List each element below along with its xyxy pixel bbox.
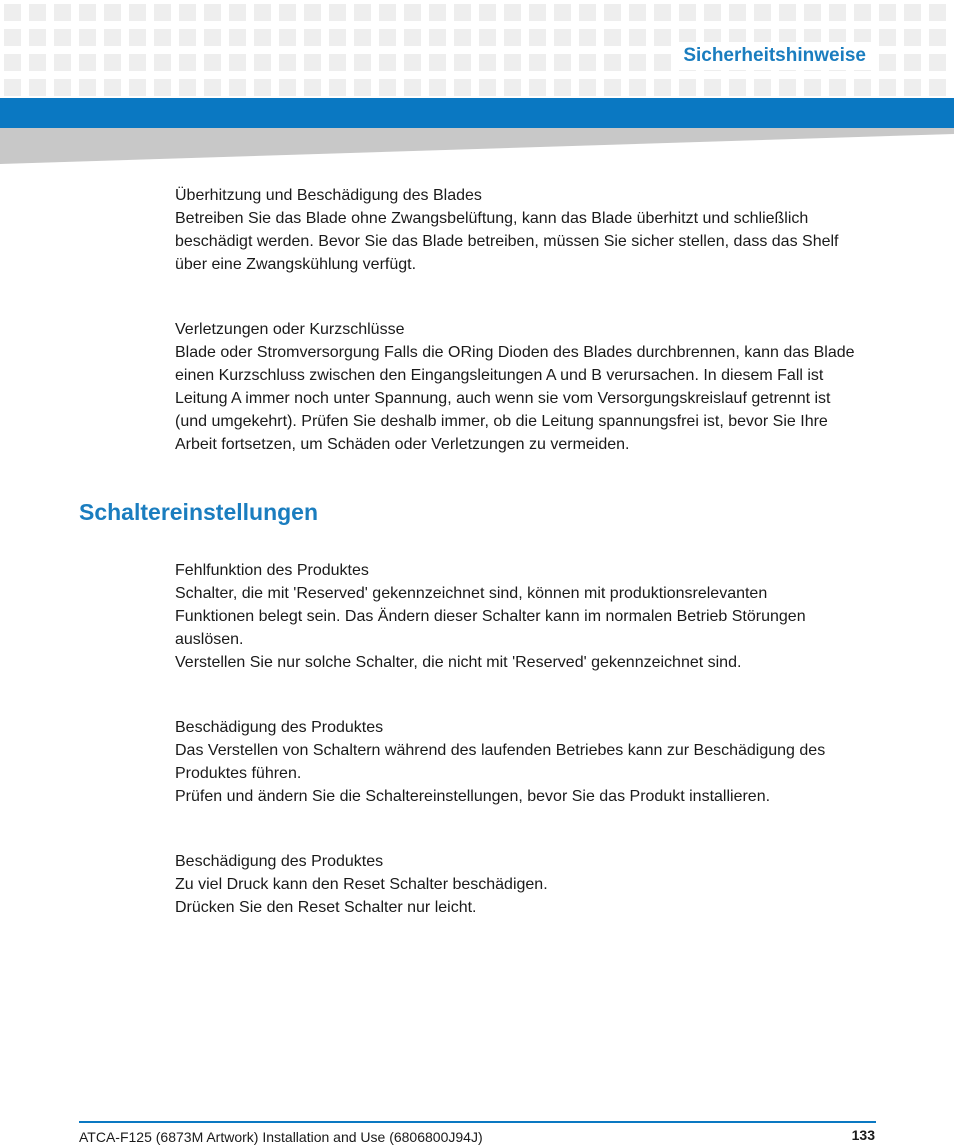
header-tile xyxy=(679,4,696,21)
header-tile xyxy=(554,4,571,21)
warning-title: Überhitzung und Beschädigung des Blades xyxy=(175,187,482,204)
header-tile xyxy=(579,54,596,71)
header-tile xyxy=(604,29,621,46)
header-tile xyxy=(329,79,346,96)
warning-line: Produktes führen. xyxy=(175,765,302,782)
bottom-content xyxy=(175,559,875,919)
header-tile xyxy=(279,4,296,21)
header-tile xyxy=(304,79,321,96)
header-tile xyxy=(929,54,946,71)
header-tile xyxy=(4,79,21,96)
header-tile xyxy=(154,4,171,21)
header-tile xyxy=(404,79,421,96)
header-tile xyxy=(654,79,671,96)
header-tile xyxy=(129,4,146,21)
warning-line: Prüfen und ändern Sie die Schaltereinstellungen, bevor Sie das Produkt installieren. xyxy=(175,788,771,805)
header-tile xyxy=(579,4,596,21)
header-tile xyxy=(404,54,421,71)
header-tile xyxy=(454,4,471,21)
warning-block xyxy=(175,184,875,276)
header-tile xyxy=(229,54,246,71)
header-tile xyxy=(579,79,596,96)
warning-line: Schalter, die mit 'Reserved' gekennzeichnet sind, können mit produktionsrelevanten xyxy=(175,585,768,602)
header-tile xyxy=(879,4,896,21)
warning-line: Arbeit fortsetzen, um Schäden oder Verletzungen zu vermeiden. xyxy=(175,436,630,453)
warning-block xyxy=(175,318,875,456)
header-tile xyxy=(379,4,396,21)
header-tile xyxy=(179,54,196,71)
header-tile xyxy=(179,79,196,96)
warning-line: Betreiben Sie das Blade ohne Zwangsbelüftung, kann das Blade überhitzt und schließlich xyxy=(175,210,809,227)
header-tile xyxy=(104,4,121,21)
header-tile xyxy=(779,4,796,21)
header-tile xyxy=(304,4,321,21)
header-tile xyxy=(54,4,71,21)
header-tile xyxy=(104,29,121,46)
header-tile xyxy=(29,79,46,96)
header-tile xyxy=(654,4,671,21)
header-tile xyxy=(329,29,346,46)
header-tile xyxy=(154,54,171,71)
header-tile xyxy=(204,79,221,96)
header-tile xyxy=(479,29,496,46)
header-tile xyxy=(854,79,871,96)
header-tile xyxy=(79,4,96,21)
header-tile xyxy=(4,4,21,21)
header-tile xyxy=(829,79,846,96)
header-tile xyxy=(279,54,296,71)
header-tile xyxy=(529,79,546,96)
header-tile xyxy=(104,79,121,96)
header-tile xyxy=(654,29,671,46)
header-tile xyxy=(229,29,246,46)
header-tile xyxy=(554,29,571,46)
header-tile xyxy=(729,79,746,96)
header-tile xyxy=(229,79,246,96)
header-tile xyxy=(904,79,921,96)
header-grey-wedge xyxy=(0,128,954,164)
warning-line: beschädigt werden. Bevor Sie das Blade betreiben, müssen Sie sicher stellen, dass das Shelf xyxy=(175,233,839,250)
header-tile xyxy=(804,79,821,96)
header-tile xyxy=(429,54,446,71)
header-tile xyxy=(879,54,896,71)
header-tile xyxy=(504,79,521,96)
header-tile xyxy=(504,4,521,21)
header-tile xyxy=(354,29,371,46)
header-tile xyxy=(154,79,171,96)
header-tile xyxy=(454,54,471,71)
header-tile xyxy=(904,4,921,21)
header-tile xyxy=(604,54,621,71)
footer-rule xyxy=(79,1121,876,1123)
header-tile xyxy=(154,29,171,46)
warning-block xyxy=(175,559,875,674)
warning-line: Funktionen belegt sein. Das Ändern dieser Schalter kann im normalen Betrieb Störungen xyxy=(175,608,806,625)
header-tile xyxy=(404,4,421,21)
header-tile xyxy=(54,79,71,96)
header-tile xyxy=(629,29,646,46)
header-tile xyxy=(629,54,646,71)
running-section-title: Sicherheitshinweise xyxy=(675,42,874,70)
header-tile xyxy=(929,29,946,46)
header-tile xyxy=(354,79,371,96)
header-tile xyxy=(454,79,471,96)
header-tile xyxy=(304,54,321,71)
header-tile xyxy=(79,79,96,96)
header-tile xyxy=(204,4,221,21)
header-tile xyxy=(29,4,46,21)
header-tile xyxy=(454,29,471,46)
header-tile xyxy=(329,4,346,21)
header-tile xyxy=(179,29,196,46)
header-tile xyxy=(579,29,596,46)
header-tile xyxy=(279,29,296,46)
warning-line: (und umgekehrt). Prüfen Sie deshalb immer, ob die Leitung spannungsfrei ist, bevor Sie Ihre xyxy=(175,413,828,430)
header-tile xyxy=(254,54,271,71)
header-tile xyxy=(129,79,146,96)
header-tile xyxy=(554,79,571,96)
warning-title: Fehlfunktion des Produktes xyxy=(175,562,369,579)
header-tile xyxy=(129,29,146,46)
header-tile xyxy=(704,79,721,96)
header-tile xyxy=(379,54,396,71)
header-tile xyxy=(904,54,921,71)
warning-line: Verstellen Sie nur solche Schalter, die nicht mit 'Reserved' gekennzeichnet sind. xyxy=(175,654,742,671)
header-tile xyxy=(179,4,196,21)
section-heading: Schaltereinstellungen xyxy=(79,499,319,525)
header-tile xyxy=(54,54,71,71)
warning-title: Verletzungen oder Kurzschlüsse xyxy=(175,321,405,338)
footer-doc-title: ATCA-F125 (6873M Artwork) Installation and Use (6806800J94J) xyxy=(79,1129,483,1145)
header-tile xyxy=(254,29,271,46)
header-tile xyxy=(654,54,671,71)
header-tile xyxy=(504,54,521,71)
header-tile xyxy=(79,29,96,46)
header-tile xyxy=(229,4,246,21)
header-tile xyxy=(629,4,646,21)
header-tile xyxy=(704,4,721,21)
header-tile xyxy=(679,79,696,96)
header-tile xyxy=(829,4,846,21)
header-tile xyxy=(529,29,546,46)
header-tile xyxy=(4,54,21,71)
header-tile xyxy=(379,79,396,96)
header-tile xyxy=(604,4,621,21)
header-tile xyxy=(604,79,621,96)
header-tile xyxy=(329,54,346,71)
header-tile xyxy=(404,29,421,46)
header-tile xyxy=(754,4,771,21)
header-tile xyxy=(29,29,46,46)
header-tile xyxy=(79,54,96,71)
warning-line: Das Verstellen von Schaltern während des laufenden Betriebes kann zur Beschädigung des xyxy=(175,742,826,759)
warning-line: einen Kurzschluss zwischen den Eingangsleitungen A und B verursachen. In diesem Fall ist xyxy=(175,367,824,384)
header-tile xyxy=(554,54,571,71)
warning-line: Blade oder Stromversorgung Falls die ORing Dioden des Blades durchbrennen, kann das Blade xyxy=(175,344,855,361)
warning-block xyxy=(175,716,875,808)
header-tile xyxy=(729,4,746,21)
top-content xyxy=(175,184,875,456)
header-blue-bar xyxy=(0,98,954,128)
header-tile xyxy=(254,4,271,21)
header-tile xyxy=(529,54,546,71)
header-tile xyxy=(754,79,771,96)
header-tile xyxy=(804,4,821,21)
warning-line: auslösen. xyxy=(175,631,244,648)
header-tile xyxy=(429,4,446,21)
header-tile xyxy=(779,79,796,96)
header-tile xyxy=(379,29,396,46)
header-tile xyxy=(129,54,146,71)
header-tile xyxy=(354,4,371,21)
header-tile xyxy=(54,29,71,46)
warning-line: Zu viel Druck kann den Reset Schalter beschädigen. xyxy=(175,876,548,893)
header-tile xyxy=(879,29,896,46)
warning-title: Beschädigung des Produktes xyxy=(175,853,384,870)
warning-line: Drücken Sie den Reset Schalter nur leicht. xyxy=(175,899,477,916)
warning-block xyxy=(175,850,875,919)
header-tile xyxy=(929,4,946,21)
header-tile xyxy=(504,29,521,46)
header-tile xyxy=(29,54,46,71)
header-tile xyxy=(529,4,546,21)
header-tile xyxy=(929,79,946,96)
header-tile xyxy=(429,79,446,96)
header-tile xyxy=(479,4,496,21)
header-tile xyxy=(204,54,221,71)
header-tile xyxy=(479,79,496,96)
header-tile xyxy=(854,4,871,21)
warning-title: Beschädigung des Produktes xyxy=(175,719,384,736)
header-tile xyxy=(4,29,21,46)
header-tile xyxy=(304,29,321,46)
header-tile xyxy=(204,29,221,46)
header-tile xyxy=(104,54,121,71)
header-tile xyxy=(254,79,271,96)
warning-line: über eine Zwangskühlung verfügt. xyxy=(175,256,417,273)
header-tile xyxy=(879,79,896,96)
header-tile xyxy=(479,54,496,71)
page-number: 133 xyxy=(851,1127,875,1143)
warning-line: Leitung A immer noch unter Spannung, auch wenn sie vom Versorgungskreislauf getrennt ist xyxy=(175,390,831,407)
header-tile xyxy=(629,79,646,96)
header-tile xyxy=(279,79,296,96)
header-tile xyxy=(429,29,446,46)
header-tile xyxy=(904,29,921,46)
header-tile xyxy=(354,54,371,71)
